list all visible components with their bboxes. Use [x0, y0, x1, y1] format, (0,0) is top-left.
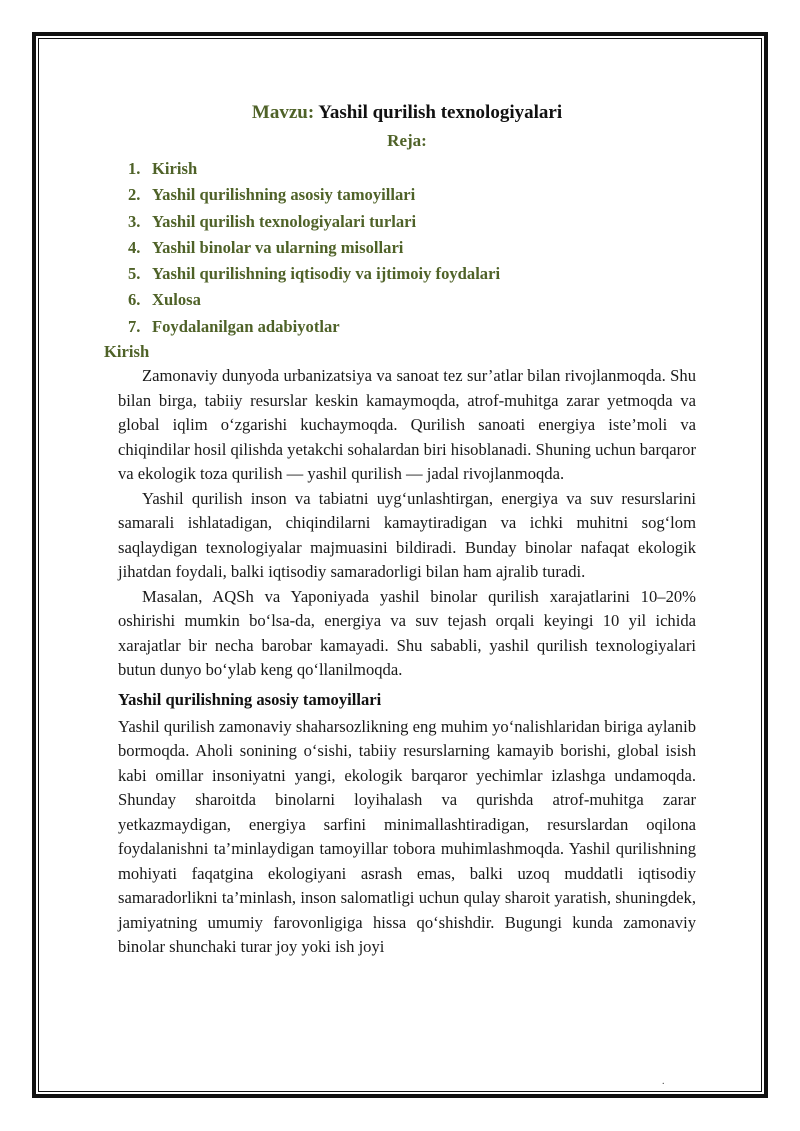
plan-item-number: 3. [128, 211, 141, 231]
plan-item-number: 6. [128, 290, 141, 310]
plan-list [118, 156, 696, 340]
plan-item [128, 261, 696, 287]
plan-item-number: 5. [128, 264, 141, 284]
plan-heading: Reja: [387, 131, 427, 150]
page-title [118, 100, 696, 126]
plan-item-label: Yashil qurilishning asosiy tamoyillari [152, 185, 416, 205]
plan-item-label: Foydalanilgan adabiyotlar [152, 316, 340, 336]
plan-item-number: 1. [128, 159, 141, 178]
plan-item-number: 7. [128, 316, 141, 336]
intro-heading: Kirish [104, 342, 150, 362]
title-label: Mavzu: [251, 102, 315, 123]
footer-mark: . [662, 1076, 665, 1087]
plan-item [128, 182, 696, 208]
plan-item-label: Yashil qurilishning iqtisodiy va ijtimoiy foydalari [152, 264, 501, 284]
plan-item [128, 156, 696, 182]
title-text: Yashil qurilish texnologiyalari [318, 102, 563, 123]
plan-item [128, 314, 696, 340]
section-heading: Yashil qurilishning asosiy tamoyillari [118, 689, 382, 709]
intro-paragraph-3: Masalan, AQSh va Yaponiyada yashil binolar qurilish xarajatlarini 10–20% oshirishi mumkin bo‘lsa-da, energiya va suv tejash orqali keyingi 10 yil ichida xarajatlar bir necha barobar kamayadi. Shu sababli, yashil qurilish texnologiyalari butun dunyo bo‘ylab keng qo‘llanilmoqda. [118, 586, 696, 680]
plan-item-label: Xulosa [152, 290, 201, 310]
plan-item-label: Yashil qurilish texnologiyalari turlari [152, 211, 417, 231]
intro-paragraph-2: Yashil qurilish inson va tabiatni uyg‘unlashtirgan, energiya va suv resurslarini samarali ishlatadigan, chiqindilarni kamaytiradigan va ichki muhitni sog‘lom saqlaydigan texnologiyalar majmuasini bildiradi. Bunday binolar nafaqat ekologik jihatdan foydali, balki iqtisodiy samaradorligi bilan ham ajralib turadi. [118, 488, 696, 582]
plan-item-label: Kirish [152, 159, 198, 178]
document-body [104, 100, 696, 960]
plan-item [128, 287, 696, 313]
plan-item-number: 4. [128, 237, 141, 257]
section-paragraph: Yashil qurilish zamonaviy shaharsozlikning eng muhim yo‘nalishlaridan biriga aylanib bormoqda. Aholi sonining o‘sishi, tabiiy resurslarning kamayib borishi, global isish kabi omillar insoniyatni yangi, ekologik barqaror yechimlar izlashga undamoqda. Shunday sharoitda binolarni loyihalash va qurishda atrof-muhitga zarar yetkazmaydigan, energiya sarfini minimallashtiradigan, resurslardan oqilona foydalanishni ta’minlaydigan tamoyillar tobora muhimlashmoqda. Yashil qurilishning mohiyati faqatgina ekologiyani asrash emas, balki uzoq muddatli iqtisodiy samaradorlikni ta’minlash, inson salomatligi uchun qulay sharoit yaratish, shuningdek, jamiyatning umumiy farovonligiga hissa qo‘shishdir. Bugungi kunda zamonaviy binolar shunchaki turar joy yoki ish joyi [118, 716, 696, 957]
plan-item [128, 209, 696, 235]
plan-item-label: Yashil binolar va ularning misollari [152, 237, 404, 257]
plan-item [128, 235, 696, 261]
plan-item-number: 2. [128, 185, 141, 205]
intro-paragraph-1: Zamonaviy dunyoda urbanizatsiya va sanoat tez sur’atlar bilan rivojlanmoqda. Shu bilan birga, tabiiy resurslar keskin kamaymoqda, atrof-muhitga zarar yetmoqda va global iqlim o‘zgarishi kuchaymoqda. Qurilish sanoati energiya iste’moli va chiqindilar hosil qilishda yetakchi sohalardan biri hisoblanadi. Shuning uchun barqaror va ekologik toza qurilish — yashil qurilish — jadal rivojlanmoqda. [118, 366, 696, 484]
